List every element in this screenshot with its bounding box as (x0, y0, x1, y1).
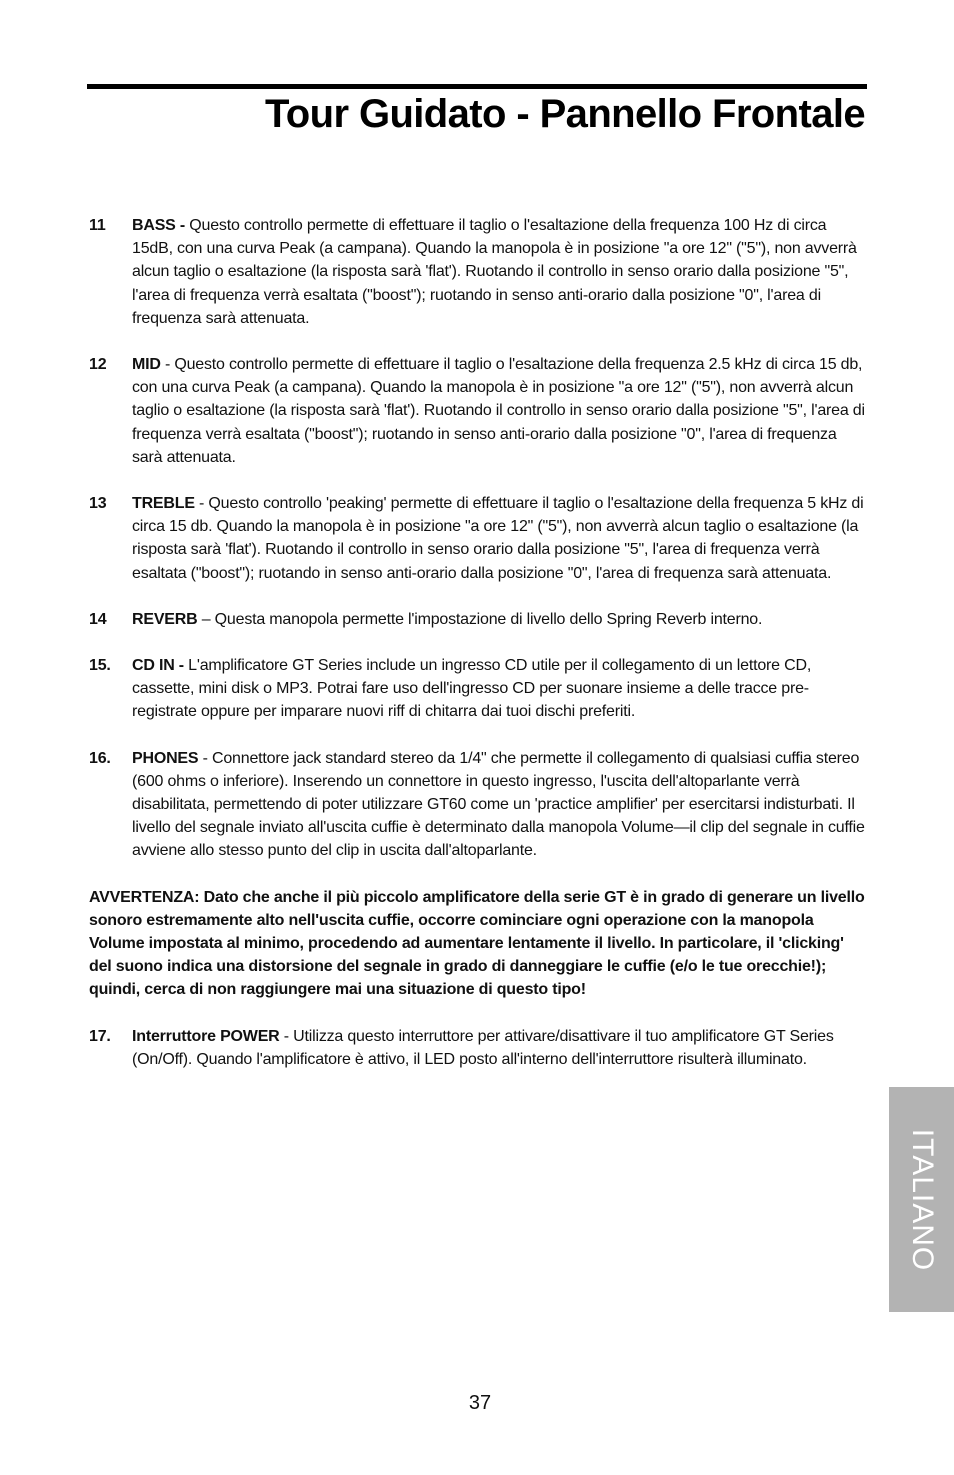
item-label: Interruttore POWER (132, 1027, 280, 1045)
item-label: REVERB (132, 610, 198, 628)
item-description: – Questa manopola permette l'impostazione di livello dello Spring Reverb interno. (197, 610, 763, 628)
item-label: TREBLE (132, 495, 195, 513)
list-item-mid (89, 353, 869, 469)
item-number: 13 (89, 495, 107, 513)
item-description: - Questo controllo 'peaking' permette di effettuare il taglio o l'esaltazione della frequenza 5 kHz di circa 15 db. Quando la manopola è in posizione "a ore 12" ("5"), non avverrà alcun taglio o esaltazione (la risposta sarà 'flat'). Ruotando il controllo in senso orario dalla posizione "5", l'area di frequenza verrà esaltata ("boost"); ruotando in senso anti-orario dalla posizione "0", l'area di frequenza sarà attenuata. (132, 495, 864, 582)
page-content (89, 214, 869, 1094)
language-tab-label: ITALIANO (905, 1128, 939, 1271)
item-label: MID (132, 356, 161, 374)
item-description: - Questo controllo permette di effettuare il taglio o l'esaltazione della frequenza 2.5 kHz di circa 15 db, con una curva Peak (a campana). Quando la manopola è in posizione "a ore 12" ("5"), non avverrà alcun taglio o esaltazione (la risposta sarà 'flat'). Ruotando il controllo in senso orario dalla posizione "5", l'area di frequenza verrà esaltata ("boost"); ruotando in senso anti-orario dalla posizione "0", l'area di frequenza sarà attenuata. (132, 356, 865, 466)
item-description: - Connettore jack standard stereo da 1/4" che permette il collegamento di qualsiasi cuffia stereo (600 ohms o inferiore). Inserendo un connettore in questo ingresso, l'uscita dell'altoparlante verrà disabilitata, permettendo di poter utilizzare GT60 come un 'practice amplifier' per esercitarsi indisturbati. Il livello del segnale inviato all'uscita cuffie è determinato dalla manopola Volume—il clip del segnale in cuffie avviene allo stesso punto del clip in uscita dall'altoparlante. (132, 749, 865, 860)
item-label: BASS - (132, 217, 186, 234)
item-number: 16. (89, 749, 111, 767)
list-item-cd-in (89, 654, 869, 724)
page-number: 37 (468, 1392, 492, 1414)
list-item-treble (89, 492, 869, 585)
item-label: CD IN - (132, 657, 184, 675)
list-item-phones (89, 747, 869, 863)
item-description: - Utilizza questo interruttore per attivare/disattivare il tuo amplificatore GT Series (On/Off). Quando l'amplificatore è attivo, il LED posto all'interno dell'interruttore risulterà illuminato. (132, 1027, 834, 1068)
item-number: 17. (89, 1027, 111, 1045)
item-description: Questo controllo permette di effettuare il taglio o l'esaltazione della frequenza 100 Hz di circa 15dB, con una curva Peak (a campana). Quando la manopola è in posizione "a ore 12" ("5"), non avverrà alcun taglio o esaltazione (la risposta sarà 'flat'). Ruotando il controllo in senso orario dalla posizione "5", l'area di frequenza verrà esaltata ("boost"); ruotando in senso anti-orario dalla posizione "0", l'area di frequenza sarà attenuata. (132, 217, 857, 327)
item-number: 12 (89, 356, 107, 374)
list-item-power (89, 1025, 869, 1071)
item-label: PHONES (132, 749, 199, 767)
list-item-reverb (89, 608, 869, 631)
item-description: L'amplificatore GT Series include un ingresso CD utile per il collegamento di un lettore CD, cassette, mini disk o MP3. Potrai fare uso dell'ingresso CD per suonare insieme a delle tracce pre-registrate oppure per imparare nuovi riff di chitarra dai tuoi dischi preferiti. (132, 657, 812, 721)
item-number: 14 (89, 610, 107, 628)
warning-paragraph: AVVERTENZA: Dato che anche il più piccolo amplificatore della serie GT è in grado di generare un livello sonoro estremamente alto nell'uscita cuffie, occorre cominciare ogni operazione con la manopola Volume impostata al minimo, procedendo ad aumentare lentamente il livello. In particolare, il 'clicking' del suono indica una distorsione del segnale in grado di danneggiare le cuffie (e/o le tue orecchie!); quindi, cerca di non raggiungere mai una situazione di questo tipo! (89, 888, 865, 999)
item-number: 11 (89, 217, 106, 234)
list-item-bass (89, 214, 869, 330)
page-title: Tour Guidato - Pannello Frontale (264, 92, 865, 136)
item-number: 15. (89, 657, 111, 675)
language-tab (889, 1087, 954, 1312)
